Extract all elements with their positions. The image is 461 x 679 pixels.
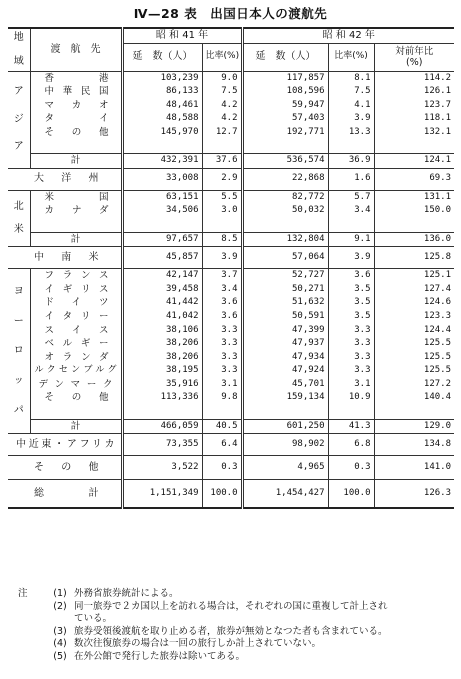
region-europe: ヨ ー ロ ッ パ xyxy=(8,269,30,434)
spacer-row xyxy=(8,405,454,419)
region-asia: ア ジ ア xyxy=(8,71,30,168)
grand-total-row: 総 計 1,151,349 100.0 1,454,427 100.0 126.3 xyxy=(8,480,454,508)
table-row: イギリス 39,458 3.4 50,271 3.5 127.4 xyxy=(8,283,454,297)
header-year-42: 昭 和 42 年 xyxy=(242,28,454,43)
table-row: 北 米 米 国 63,151 5.5 82,772 5.7 131.1 xyxy=(8,190,454,204)
destination-table xyxy=(8,27,454,509)
mideast-africa-row: 中近東・アフリカ 73,355 6.4 98,902 6.8 134.8 xyxy=(8,434,454,456)
header-row-1 xyxy=(8,28,454,43)
table-row: その他 145,970 12.7 192,771 13.3 132.1 xyxy=(8,126,454,140)
table-row: ルクセンブルグ 38,195 3.3 47,924 3.3 125.5 xyxy=(8,364,454,378)
table-row: カナダ 34,506 3.0 50,032 3.4 150.0 xyxy=(8,204,454,218)
table-row: ア ジ ア 香 港 103,239 9.0 117,857 8.1 114.2 xyxy=(8,71,454,85)
table-row: スイス 38,106 3.3 47,399 3.3 124.4 xyxy=(8,324,454,338)
header-persons-42: 延 数（人） xyxy=(242,43,328,71)
table-row: ヨ ー ロ ッ パ フランス 42,147 3.7 52,727 3.6 125.1 xyxy=(8,269,454,283)
footnote: (2) 同一旅券で２カ国以上を訪れる場合は，それぞれの国に重複して計上され xyxy=(53,600,388,612)
asia-total-row: 計 432,391 37.6 536,574 36.9 124.1 xyxy=(8,154,454,169)
footnote: (3) 旅券受領後渡航を取り止める者，旅券が無効となつた者も含まれている。 xyxy=(53,625,388,637)
south-america-row: 中南米 45,857 3.9 57,064 3.9 125.8 xyxy=(8,247,454,269)
table-title: Ⅳ—28 表 出国日本人の渡航先 xyxy=(133,6,328,21)
header-persons-41: 延 数（人） xyxy=(122,43,202,71)
spacer-row xyxy=(8,140,454,154)
table-row: タイ 48,588 4.2 57,403 3.9 118.1 xyxy=(8,112,454,126)
header-year-41: 昭 和 41 年 xyxy=(122,28,242,43)
footnote: (4) 数次往復旅券の場合は一回の旅行しか計上されていない。 xyxy=(53,638,322,649)
oceania-row: 大洋州 33,008 2.9 22,868 1.6 69.3 xyxy=(8,168,454,190)
spacer-row xyxy=(8,218,454,232)
footnotes xyxy=(18,588,458,663)
table-row: その他 113,336 9.8 159,134 10.9 140.4 xyxy=(8,391,454,405)
header-yoy: 対前年比 (%) xyxy=(374,43,454,71)
north-america-total-row: 計 97,657 8.5 132,804 9.1 136.0 xyxy=(8,232,454,247)
footnote: 注 (1) 外務省旅券統計による。 xyxy=(18,588,179,599)
other-row: その他 3,522 0.3 4,965 0.3 141.0 xyxy=(8,456,454,480)
table-row: イタリー 41,042 3.6 50,591 3.5 123.3 xyxy=(8,310,454,324)
header-ratio-42: 比率(%) xyxy=(328,43,374,71)
table-row: オランダ 38,206 3.3 47,934 3.3 125.5 xyxy=(8,351,454,365)
footnote: (5) 在外公館で発行した旅券は除いてある。 xyxy=(53,650,246,662)
table-row: ベルギー 38,206 3.3 47,937 3.3 125.5 xyxy=(8,337,454,351)
europe-total-row: 計 466,059 40.5 601,250 41.3 129.0 xyxy=(8,419,454,434)
region-north-america: 北 米 xyxy=(8,190,30,246)
header-ratio-41: 比率(%) xyxy=(202,43,242,71)
header-destination: 渡 航 先 xyxy=(30,28,122,71)
table-row: ドイツ 41,442 3.6 51,632 3.5 124.6 xyxy=(8,296,454,310)
table-row: マカオ 48,461 4.2 59,947 4.1 123.7 xyxy=(8,99,454,113)
table-row: 中華民国 86,133 7.5 108,596 7.5 126.1 xyxy=(8,85,454,99)
footnote: ている。 xyxy=(74,613,113,624)
header-region: 地 域 xyxy=(8,28,30,71)
table-row: デンマーク 35,916 3.1 45,701 3.1 127.2 xyxy=(8,378,454,392)
